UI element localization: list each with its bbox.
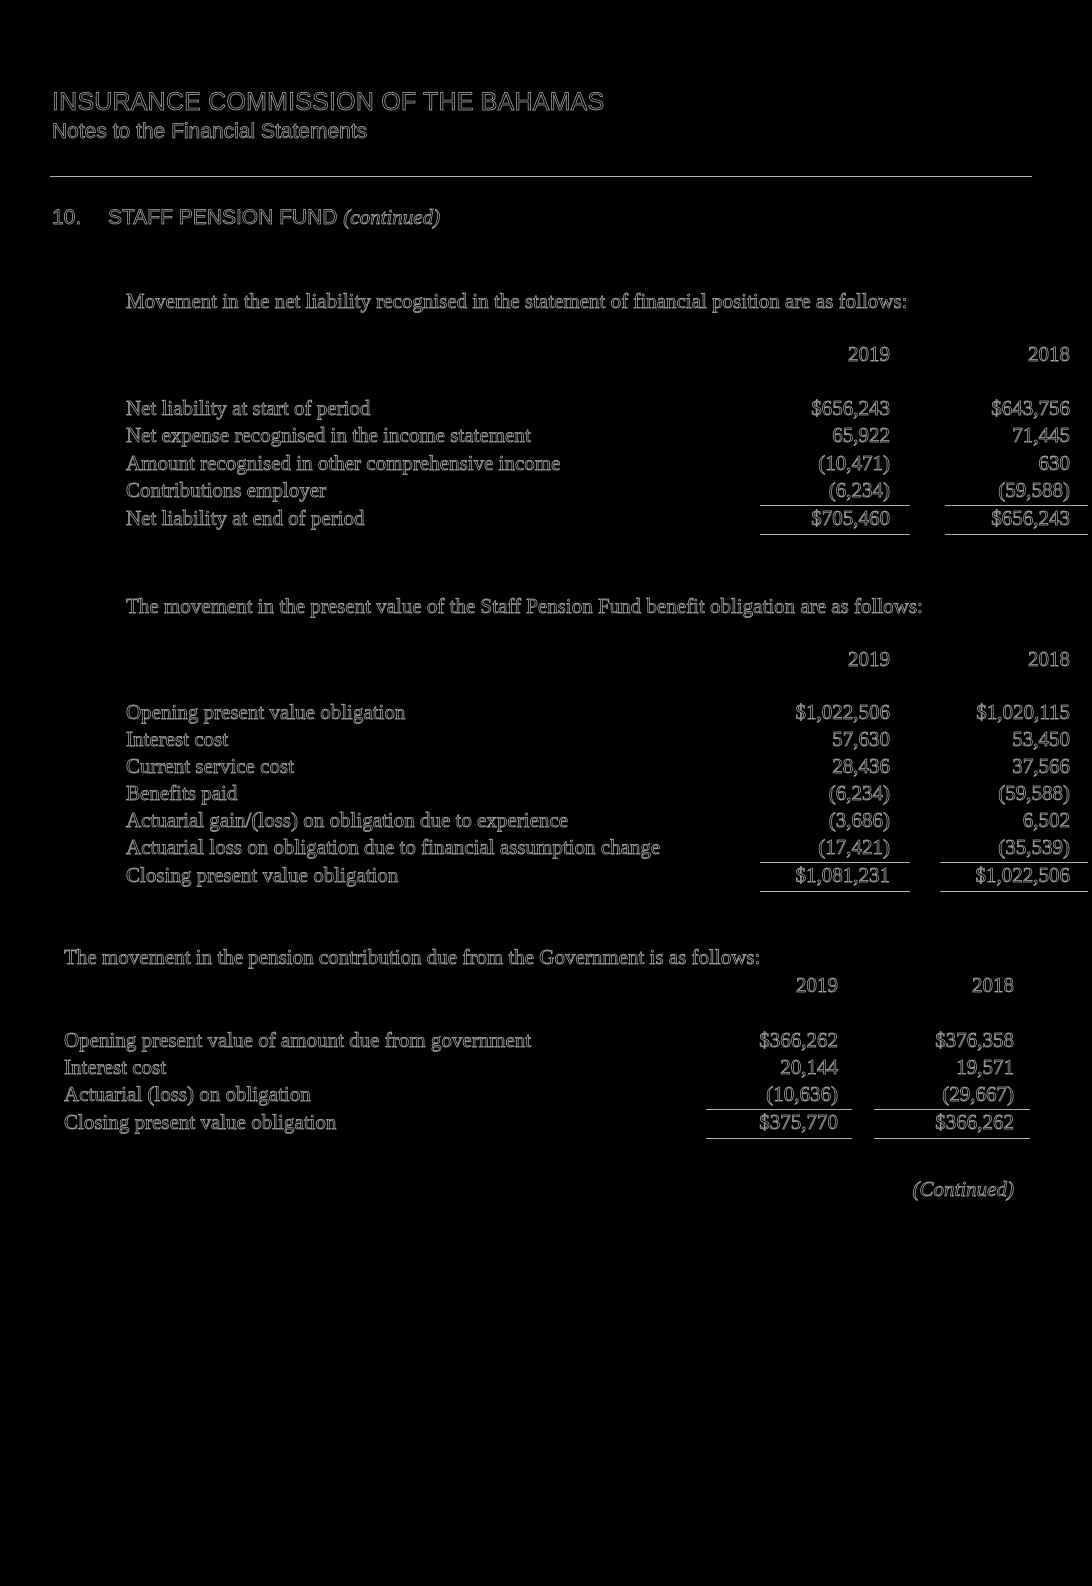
- benefit-obligation-row-2018: $1,020,115: [976, 700, 1070, 724]
- benefit-obligation-row-label: Current service cost: [126, 754, 294, 778]
- net-liability-row-2019: (10,471): [818, 451, 890, 475]
- total-rule: [760, 534, 910, 535]
- net-liability-row-2019: 65,922: [832, 423, 890, 447]
- total-rule: [945, 534, 1088, 535]
- net-liability-row-label: Net expense recognised in the income statement: [126, 423, 531, 447]
- net-liability-row-2018: 630: [1038, 451, 1070, 475]
- benefit-obligation-row-2019: (17,421): [818, 835, 890, 859]
- benefit-obligation-row-2018: 6,502: [1022, 808, 1070, 832]
- header-divider: [50, 176, 1032, 177]
- benefit-obligation-row-2018: 53,450: [1012, 727, 1070, 751]
- net-liability-row-label: Amount recognised in other comprehensive income: [126, 451, 561, 475]
- benefit-obligation-row-label: Opening present value obligation: [126, 700, 406, 724]
- government-contribution-row-label: Actuarial (loss) on obligation: [64, 1082, 311, 1106]
- net-liability-year-2019: 2019: [848, 342, 890, 366]
- net-liability-year-2018: 2018: [1028, 342, 1070, 366]
- net-liability-total-2019: $705,460: [811, 506, 890, 530]
- benefit-obligation-intro: The movement in the present value of the Staff Pension Fund benefit obligation are as follows:: [126, 594, 923, 618]
- net-liability-total-2018: $656,243: [991, 506, 1070, 530]
- government-contribution-row-2019: $366,262: [759, 1028, 838, 1052]
- government-contribution-total-2019: $375,770: [759, 1110, 838, 1134]
- government-contribution-row-label: Interest cost: [64, 1055, 167, 1079]
- net-liability-intro: Movement in the net liability recognised in the statement of financial position are as follows:: [126, 289, 908, 313]
- continued-footnote: (Continued): [912, 1177, 1014, 1201]
- benefit-obligation-year-2018: 2018: [1028, 647, 1070, 671]
- org-title: INSURANCE COMMISSION OF THE BAHAMAS: [52, 88, 605, 116]
- government-contribution-row-2018: (29,667): [942, 1082, 1014, 1106]
- government-contribution-total-2018: $366,262: [935, 1110, 1014, 1134]
- benefit-obligation-year-2019: 2019: [848, 647, 890, 671]
- total-rule: [874, 1138, 1030, 1139]
- net-liability-row-2018: $643,756: [991, 396, 1070, 420]
- net-liability-row-label: Contributions employer: [126, 478, 327, 502]
- benefit-obligation-row-2019: $1,022,506: [795, 700, 890, 724]
- benefit-obligation-row-2019: (6,234): [828, 781, 890, 805]
- government-contribution-row-2018: $376,358: [935, 1028, 1014, 1052]
- government-contribution-year-2019: 2019: [796, 973, 838, 997]
- government-contribution-intro: The movement in the pension contribution due from the Government is as follows:: [64, 945, 761, 969]
- benefit-obligation-row-label: Actuarial loss on obligation due to financial assumption change: [126, 835, 661, 859]
- benefit-obligation-row-2019: 57,630: [832, 727, 890, 751]
- section-heading: [52, 205, 440, 230]
- government-contribution-row-2019: 20,144: [780, 1055, 838, 1079]
- government-contribution-year-2018: 2018: [972, 973, 1014, 997]
- benefit-obligation-total-2018: $1,022,506: [975, 863, 1070, 887]
- total-rule: [940, 891, 1088, 892]
- government-contribution-row-label: Opening present value of amount due from government: [64, 1028, 532, 1052]
- government-contribution-row-2019: (10,636): [766, 1082, 838, 1106]
- government-contribution-row-2018: 19,571: [956, 1055, 1014, 1079]
- section-number: 10.: [52, 206, 82, 229]
- benefit-obligation-row-2018: (59,588): [998, 781, 1070, 805]
- net-liability-row-2018: (59,588): [998, 478, 1070, 502]
- benefit-obligation-row-label: Interest cost: [126, 727, 229, 751]
- section-title: STAFF PENSION FUND: [108, 206, 338, 229]
- benefit-obligation-row-2018: (35,539): [998, 835, 1070, 859]
- benefit-obligation-row-label: Actuarial gain/(loss) on obligation due to experience: [126, 808, 569, 832]
- page-subtitle: Notes to the Financial Statements: [52, 120, 368, 143]
- net-liability-total-label: Net liability at end of period: [126, 506, 365, 530]
- net-liability-row-2018: 71,445: [1012, 423, 1070, 447]
- total-rule: [706, 1138, 852, 1139]
- section-continued-note: (continued): [343, 205, 441, 229]
- benefit-obligation-row-2019: 28,436: [832, 754, 890, 778]
- net-liability-row-label: Net liability at start of period: [126, 396, 371, 420]
- benefit-obligation-row-2018: 37,566: [1012, 754, 1070, 778]
- total-rule: [760, 891, 910, 892]
- benefit-obligation-row-2019: (3,686): [828, 808, 890, 832]
- benefit-obligation-row-label: Benefits paid: [126, 781, 238, 805]
- net-liability-row-2019: (6,234): [828, 478, 890, 502]
- benefit-obligation-total-label: Closing present value obligation: [126, 863, 399, 887]
- government-contribution-total-label: Closing present value obligation: [64, 1110, 337, 1134]
- benefit-obligation-total-2019: $1,081,231: [795, 863, 890, 887]
- net-liability-row-2019: $656,243: [811, 396, 890, 420]
